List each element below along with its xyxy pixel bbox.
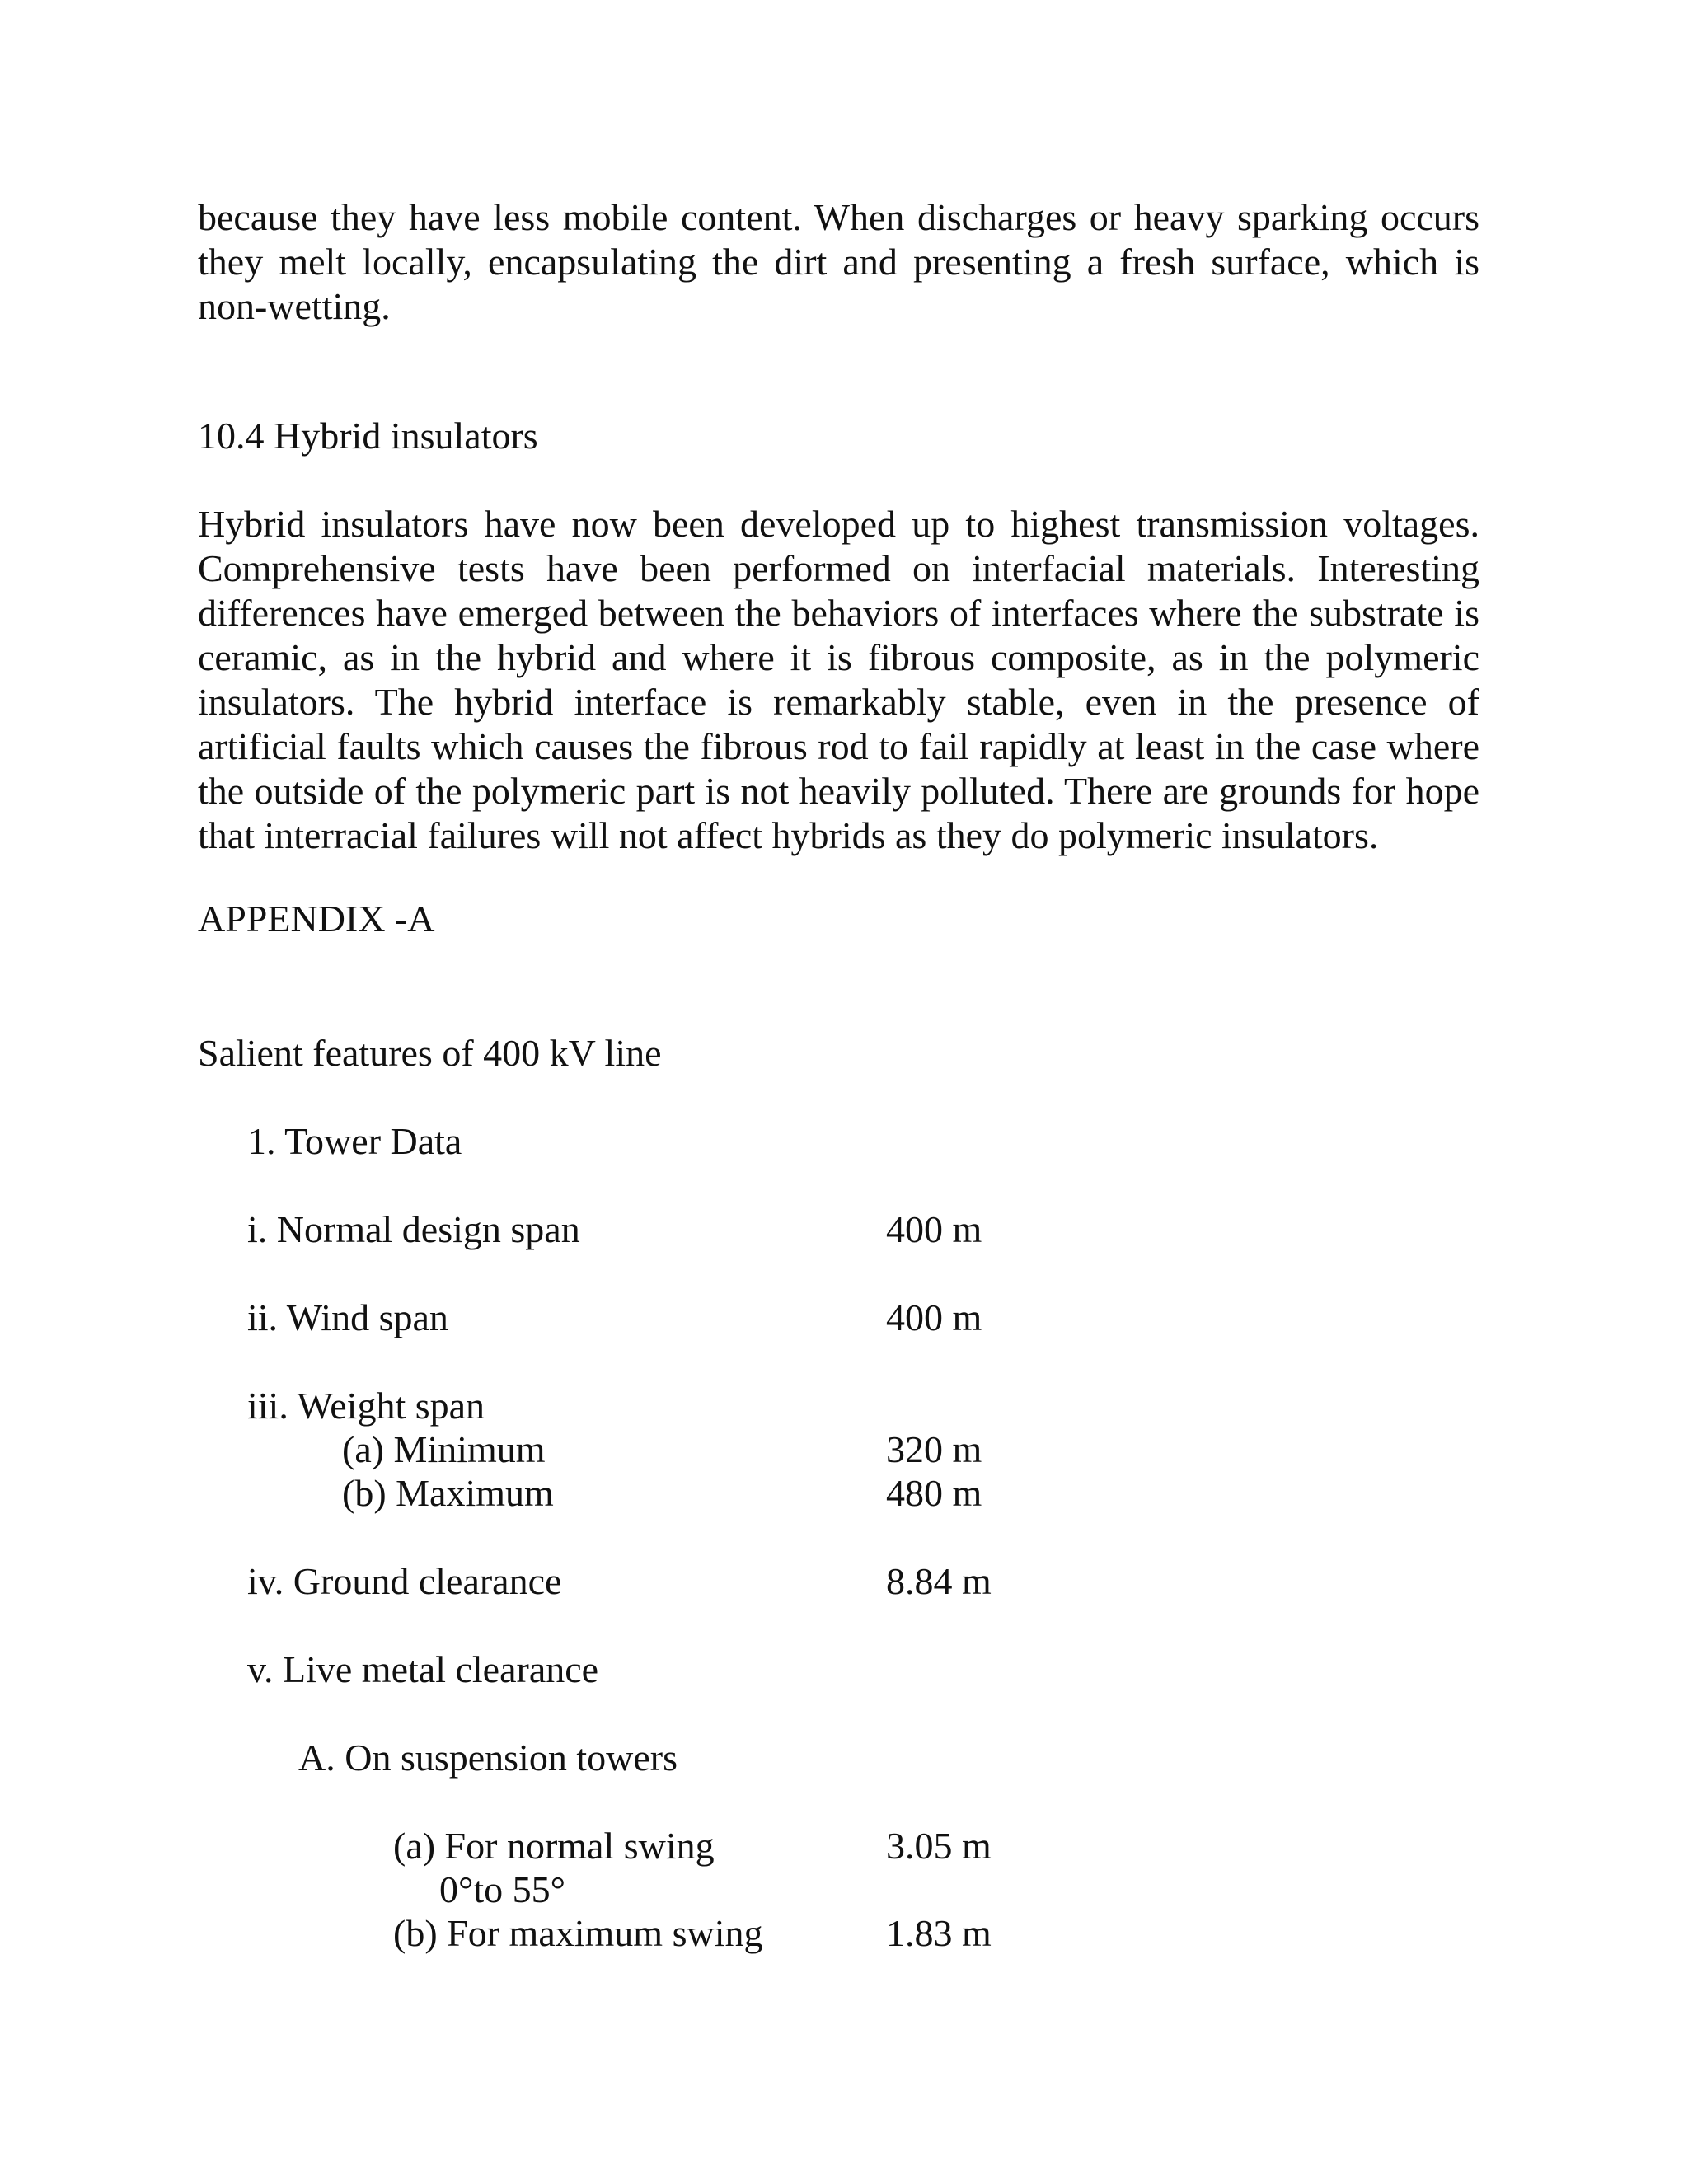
normal-swing-value: 3.05 m [886,1825,992,1867]
section-paragraph: Hybrid insulators have now been developed up to highest transmission voltages. Comprehensive tests have been performed on interfacial materials. Interesting differences have emerged between the behaviors of interfaces where the substrate is ceramic, as in the hybrid and where it is fibrous composite, as in the polymeric insulators. The hybrid interface is remarkably stable, even in the presence of artificial faults which causes the fibrous rod to fail rapidly at least in the case where the outside of the polymeric part is not heavily polluted. There are grounds for hope that interracial failures will not affect hybrids as they do polymeric insulators. [198,503,1479,856]
weight-span-maximum-label: (b) Maximum [342,1472,554,1514]
normal-swing-label: (a) For normal swing [393,1825,715,1867]
section-heading: 10.4 Hybrid insulators [198,415,538,457]
weight-span-label: iii. Weight span [247,1385,485,1427]
live-metal-clearance-label: v. Live metal clearance [247,1648,599,1690]
wind-span-value: 400 m [886,1296,982,1338]
suspension-towers-heading: A. On suspension towers [298,1736,678,1779]
appendix-heading: APPENDIX -A [198,898,435,940]
weight-span-minimum-value: 320 m [886,1428,982,1470]
normal-swing-range: 0°to 55° [439,1868,566,1910]
maximum-swing-value: 1.83 m [886,1912,992,1954]
weight-span-maximum-value: 480 m [886,1472,982,1514]
wind-span-label: ii. Wind span [247,1296,448,1338]
ground-clearance-label: iv. Ground clearance [247,1560,562,1602]
normal-design-span-label: i. Normal design span [247,1208,580,1250]
ground-clearance-value: 8.84 m [886,1560,992,1602]
maximum-swing-label: (b) For maximum swing [393,1912,763,1954]
tower-data-heading: 1. Tower Data [247,1120,462,1162]
normal-design-span-value: 400 m [886,1208,982,1250]
weight-span-minimum-label: (a) Minimum [342,1428,546,1470]
features-title: Salient features of 400 kV line [198,1032,662,1074]
intro-paragraph: because they have less mobile content. When discharges or heavy sparking occurs they melt locally, encapsulating the dirt and presenting a fresh surface, which is non-wetting. [198,196,1479,327]
